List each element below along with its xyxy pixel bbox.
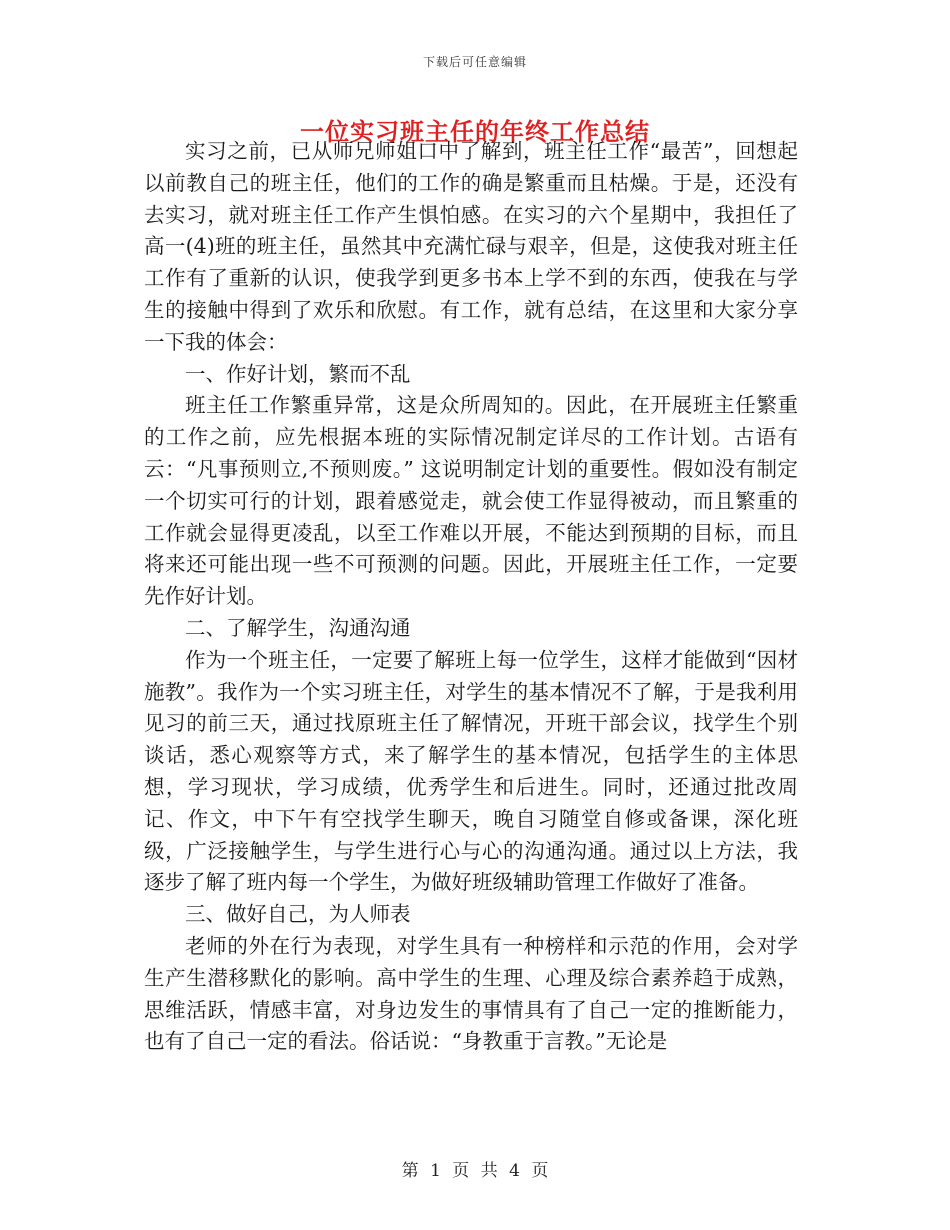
section-heading-1: 一、作好计划，繁而不乱 <box>185 361 411 386</box>
paragraph-section-3: 老师的外在行为表现，对学生具有一种榜样和示范的作用，会对学生产生潜移默化的影响。高中学生的生理、心理及综合素养趋于成熟，思维活跃，情感丰富，对身边发生的事情具有了自己一定的推断能力，也有了自己一定的看法。俗话说：“身教重于言教。”无论是 <box>144 933 798 1054</box>
document-title: 一位实习班主任的年终工作总结 <box>300 117 650 146</box>
section-heading-2: 二、了解学生，沟通沟通 <box>185 615 411 640</box>
paragraph-section-1: 班主任工作繁重异常，这是众所周知的。因此，在开展班主任繁重的工作之前，应先根据本班的实际情况制定详尽的工作计划。古语有云：“凡事预则立,不预则废。” 这说明制定计划的重要性。假如没有制定一个切实可行的计划，跟着感觉走，就会使工作显得被动，而且繁重的工作就会显得更凌乱，以至工作难以开展，不能达到预期的目标，而且将来还可能出现一些不可预测的问题。因此，开展班主任工作，一定要先作好计划。 <box>144 393 798 609</box>
section-heading-3: 三、做好自己，为人师表 <box>185 902 411 927</box>
paragraph-section-2: 作为一个班主任，一定要了解班上每一位学生，这样才能做到“因材施教”。我作为一个实习班主任，对学生的基本情况不了解，于是我利用见习的前三天，通过找原班主任了解情况，开班干部会议，找学生个别谈话，悉心观察等方式，来了解学生的基本情况，包括学生的主体思想，学习现状，学习成绩，优秀学生和后进生。同时，还通过批改周记、作文，中下午有空找学生聊天，晚自习随堂自修或备课，深化班级，广泛接触学生，与学生进行心与心的沟通沟通。通过以上方法，我逐步了解了班内每一个学生，为做好班级辅助管理工作做好了准备。 <box>144 647 798 895</box>
document-body <box>144 136 798 1058</box>
paragraph-intro: 实习之前，已从师兄师姐口中了解到，班主任工作“最苦”，回想起以前教自己的班主任，他们的工作的确是繁重而且枯燥。于是，还没有去实习，就对班主任工作产生惧怕感。在实习的六个星期中，我担任了高一(4)班的班主任，虽然其中充满忙碌与艰辛，但是，这使我对班主任工作有了重新的认识，使我学到更多书本上学不到的东西，使我在与学生的接触中得到了欢乐和欣慰。有工作，就有总结，在这里和大家分享一下我的体会： <box>144 139 798 354</box>
page-number-footer: 第 1 页 共 4 页 <box>401 1161 549 1181</box>
header-note: 下载后可任意编辑 <box>422 55 527 69</box>
